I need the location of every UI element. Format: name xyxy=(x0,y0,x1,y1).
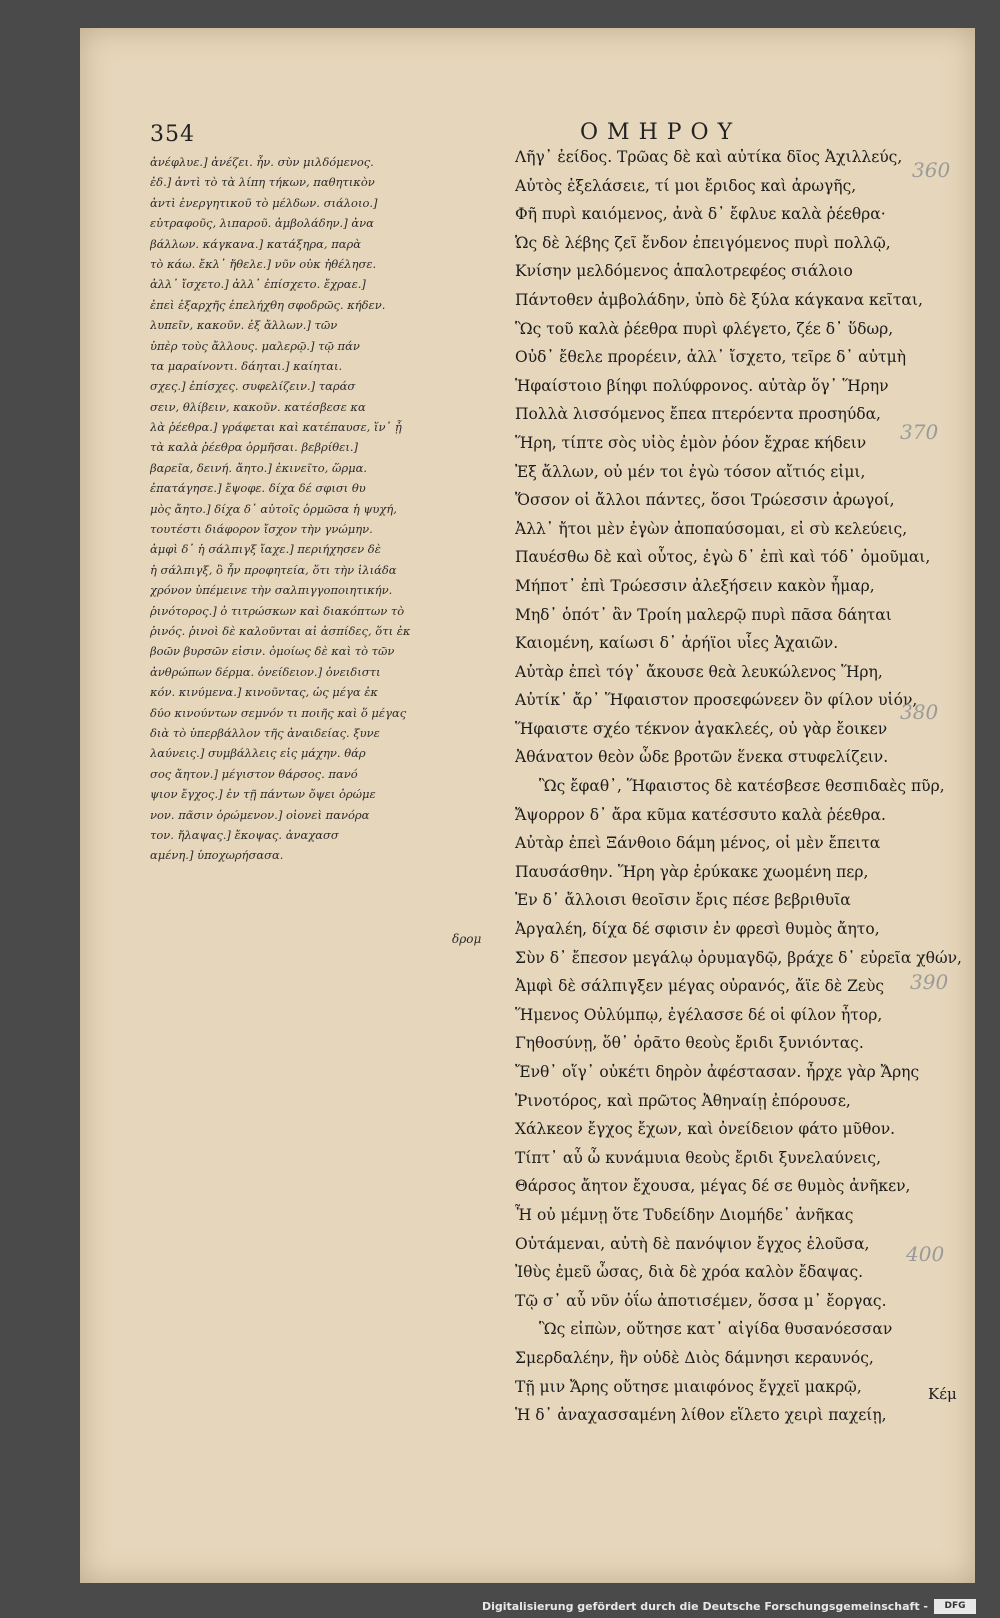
scholia-line: νον. πᾶσιν ὁρώμενον.] οἱονεὶ πανόρα xyxy=(150,807,370,822)
verse-line: Ἡ δ᾽ ἀναχασσαμένη λίθον εἵλετο χειρὶ παχείῃ, xyxy=(515,1406,887,1425)
verse-line: Ἥφαιστε σχέο τέκνον ἀγακλεές, οὐ γὰρ ἔοικεν xyxy=(515,719,888,738)
scholia-line: τον. ἤλαψας.] ἔκοψας. ἀναχασσ xyxy=(150,827,339,842)
verse-column xyxy=(515,143,965,1430)
scholia-line: βοῶν βυρσῶν εἰσιν. ὁμοίως δὲ καὶ τὸ τῶν xyxy=(150,644,395,659)
verse-line: Μηδ᾽ ὁπότ᾽ ἂν Τροίη μαλερῷ πυρὶ πᾶσα δάηται xyxy=(515,605,892,624)
verse-line: Πολλὰ λισσόμενος ἔπεα πτερόεντα προσηύδα, xyxy=(515,405,881,424)
line-number-400: 400 xyxy=(906,1242,945,1266)
verse-line: Ὣς τοῦ καλὰ ῥέεθρα πυρὶ φλέγετο, ζέε δ᾽ ὕδωρ, xyxy=(515,319,894,338)
verse-line: Τῇ μιν Ἄρης οὔτησε μιαιφόνος ἔγχεϊ μακρῷ, xyxy=(515,1377,862,1396)
line-number-360: 360 xyxy=(912,158,951,182)
scholia-line: τα μαραίνοντι. δάηται.] καίηται. xyxy=(150,358,343,373)
scholia-line: ἡ σάλπιγξ, ὃ ἦν προφητεία, ὅτι τὴν ἰλιάδα xyxy=(150,562,397,577)
verse-line: Ἔνθ᾽ οἵγ᾽ οὐκέτι δηρὸν ἀφέστασαν. ἦρχε γὰρ Ἄρης xyxy=(515,1063,920,1081)
scholia-line: λυπεῖν, κακοῦν. ἐξ ἄλλων.] τῶν xyxy=(150,318,338,333)
verse-line: Οὐτάμεναι, αὐτὴ δὲ πανόψιον ἔγχος ἑλοῦσα, xyxy=(515,1234,870,1253)
scholia-line: τὸ κάω. ἔκλ᾽ ἤθελε.] νῦν οὐκ ἠθέλησε. xyxy=(150,256,377,271)
scholia-line: ἀνθρώπων δέρμα. ὀνείδειον.] ὀνειδιστι xyxy=(150,664,381,679)
scholia-line: ἀλλ᾽ ἴσχετο.] ἀλλ᾽ ἐπίσχετο. ἔχραε.] xyxy=(150,277,366,292)
verse-line: Ἀμφὶ δὲ σάλπιγξεν μέγας οὐρανός, ἄϊε δὲ Ζεὺς xyxy=(515,977,885,996)
page-number: 354 xyxy=(150,122,195,147)
scholia-line: ἀνέφλυε.] ἀνέζει. ἦν. σὺν μιλδόμενος. xyxy=(150,155,374,169)
verse-line: Σμερδαλέην, ἣν οὐδὲ Διὸς δάμνησι κεραυνός, xyxy=(515,1348,874,1367)
scholia-line: τὰ καλὰ ῥέεθρα ὁρμῆσαι. βεβρίθει.] xyxy=(150,440,358,455)
scholia-line: βάλλων. κάγκανα.] κατάξηρα, παρὰ xyxy=(150,236,362,251)
scholia-line: βαρεῖα, δεινή. ἄητο.] ἐκινεῖτο, ὥρμα. xyxy=(150,460,367,475)
verse-line: Ὣς ἔφαθ᾽, Ἥφαιστος δὲ κατέσβεσε θεσπιδαὲς πῦρ, xyxy=(539,777,945,796)
scholia-line: αμένη.] ὑποχωρήσασα. xyxy=(150,848,284,863)
verse-line: Ἡφαίστοιο βίηφι πολύφρονος. αὐτὰρ ὅγ᾽ Ἥρην xyxy=(515,376,889,395)
verse-line: Οὐδ᾽ ἔθελε προρέειν, ἀλλ᾽ ἴσχετο, τεῖρε δ᾽ αὐτμὴ xyxy=(515,348,906,367)
scholia-line: εὐτραφοῦς, λιπαροῦ. ἀμβολάδην.] ἀνα xyxy=(150,216,374,231)
verse-line: Παυέσθω δὲ καὶ οὗτος, ἐγὼ δ᾽ ἐπὶ καὶ τόδ᾽ ὀμοῦμαι, xyxy=(515,548,931,567)
verse-line: Καιομένη, καίωσι δ᾽ ἀρήϊοι υἷες Ἀχαιῶν. xyxy=(515,634,839,653)
scholia-line: ὑπὲρ τοὺς ἄλλους. μαλερῷ.] τῷ πάν xyxy=(150,338,360,353)
scholia-line: μὸς ἄητο.] δίχα δ᾽ αὐτοῖς ὁρμῶσα ἡ ψυχή, xyxy=(150,501,397,516)
scholia-line: ῥινότορος.] ὁ τιτρώσκων καὶ διακόπτων τὸ xyxy=(150,603,405,618)
scholia-line: ἐδ.] ἀντὶ τὸ τὰ λίπη τήκων, παθητικὸν xyxy=(150,175,375,190)
verse-line: Ὡς δὲ λέβης ζεῖ ἔνδον ἐπειγόμενος πυρὶ πολλῷ, xyxy=(515,233,891,252)
verse-line: Ἐν δ᾽ ἄλλοισι θεοῖσιν ἔρις πέσε βεβριθυῖα xyxy=(515,891,851,910)
verse-line: Αὐτὰρ ἐπεὶ Ξάνθοιο δάμη μένος, οἱ μὲν ἔπειτα xyxy=(515,834,881,853)
scholia-line: τουτέστι διάφορον ἴσχον τὴν γνώμην. xyxy=(150,522,373,537)
verse-line: Λῆγ᾽ ἐείδος. Τρῶας δὲ καὶ αὐτίκα δῖος Ἀχιλλεύς, xyxy=(515,148,903,166)
verse-line: Σὺν δ᾽ ἔπεσον μεγάλῳ ὀρυμαγδῷ, βράχε δ᾽ εὐρεῖα χθών, xyxy=(515,948,962,967)
verse-line: Αὐτίκ᾽ ἄρ᾽ Ἥφαιστον προσεφώνεεν ὃν φίλον υἱόν, xyxy=(515,691,918,710)
verse-line: Μήποτ᾽ ἐπὶ Τρώεσσιν ἀλεξήσειν κακὸν ἦμαρ, xyxy=(515,576,875,595)
verse-line: Κνίσην μελδόμενος ἁπαλοτρεφέος σιάλοιο xyxy=(515,262,853,281)
verse-line: Χάλκεον ἔγχος ἔχων, καὶ ὀνείδειον φάτο μῦθον. xyxy=(515,1120,896,1139)
verse-line: Ἦ οὐ μέμνῃ ὅτε Τυδείδην Διομήδε᾽ ἀνῆκας xyxy=(515,1205,854,1224)
verse-line: Ἰθὺς ἐμεῦ ὦσας, διὰ δὲ χρόα καλὸν ἔδαψας. xyxy=(515,1263,864,1282)
verse-line: Ἀργαλέη, δίχα δέ σφισιν ἐν φρεσὶ θυμὸς ἄητο, xyxy=(515,920,880,939)
scholia-line: ψιον ἔγχος.] ἐν τῇ πάντων ὄψει ὁρώμε xyxy=(150,787,376,802)
scholia-line: σχες.] ἐπίσχες. συφελίζειν.] ταράσ xyxy=(150,379,356,394)
line-number-380: 380 xyxy=(900,700,939,724)
verse-line: Γηθοσύνῃ, ὅθ᾽ ὁρᾶτο θεοὺς ἔριδι ξυνιόντας. xyxy=(515,1034,864,1053)
line-number-390: 390 xyxy=(910,970,949,994)
verse-line: Ἥρη, τίπτε σὸς υἱὸς ἐμὸν ῥόον ἔχραε κήδειν xyxy=(515,433,867,452)
scholia-line: κόν. κινύμενα.] κινοῦντας, ὡς μέγα ἐκ xyxy=(150,685,378,700)
scholia-line: δύο κινούντων σεμνόν τι ποιῆς καὶ ὅ μέγας xyxy=(150,705,407,720)
scholia-line: ἐπατάγησε.] ἔψοφε. δίχα δέ σφισι θυ xyxy=(150,481,366,496)
scholia-line: χρόνον ὑπέμεινε τὴν σαλπιγγοποιητικήν. xyxy=(150,583,393,598)
scholia-line: σος ἄητον.] μέγιστον θάρσος. πανό xyxy=(150,766,358,781)
verse-line: Ἥμενος Οὐλύμπῳ, ἐγέλασσε δέ οἱ φίλον ἦτορ, xyxy=(515,1005,883,1024)
verse-line: Αὐτὸς ἐξελάσειε, τί μοι ἔριδος καὶ ἀρωγῆς, xyxy=(515,176,857,195)
scholia-column xyxy=(150,152,510,866)
scholia-line: λὰ ῥέεθρα.] γράφεται καὶ κατέπαυσε, ἵν᾽ ᾖ xyxy=(150,420,402,435)
verse-line: Τίπτ᾽ αὖ ὦ κυνάμυια θεοὺς ἔριδι ξυνελαύνεις, xyxy=(515,1148,882,1167)
scholia-line: ἀμφὶ δ᾽ ἡ σάλπιγξ ἴαχε.] περιήχησεν δὲ xyxy=(150,542,381,557)
footer-credit: Digitalisierung gefördert durch die Deutsche Forschungsgemeinschaft - xyxy=(481,1600,928,1613)
scholia-line: σειν, θλίβειν, κακοῦν. κατέσβεσε κα xyxy=(150,399,366,414)
verse-line: Ἐξ ἄλλων, οὐ μέν τοι ἐγὼ τόσον αἴτιός εἰμι, xyxy=(515,462,866,481)
dfg-logo: DFG xyxy=(934,1599,976,1614)
scholia-line: ἀντὶ ἐνεργητικοῦ τὸ μέλδων. σιάλοιο.] xyxy=(150,195,378,210)
catchword-right: Κέμ xyxy=(928,1385,957,1403)
verse-line: Ὅσσον οἱ ἄλλοι πάντες, ὅσοι Τρώεσσιν ἀρωγοί, xyxy=(515,491,895,510)
running-title: ΟΜΗΡΟΥ xyxy=(580,120,742,145)
verse-line: Αὐτὰρ ἐπεὶ τόγ᾽ ἄκουσε θεὰ λευκώλενος Ἥρη, xyxy=(515,662,883,681)
scholia-line: ἐπεὶ ἐξαρχῆς ἐπελήχθη σφοδρῶς. κήδεν. xyxy=(150,297,386,312)
line-number-370: 370 xyxy=(900,420,939,444)
verse-line: Ἀθάνατον θεὸν ὧδε βροτῶν ἕνεκα στυφελίζειν. xyxy=(515,748,889,767)
verse-line: Παυσάσθην. Ἥρη γὰρ ἐρύκακε χωομένη περ, xyxy=(515,862,869,881)
catchword-left: δρομ xyxy=(452,932,482,946)
verse-line: Ὣς εἰπὼν, οὔτησε κατ᾽ αἰγίδα θυσανόεσσαν xyxy=(539,1320,893,1339)
scholia-line: ῥινός. ῥινοὶ δὲ καλοῦνται αἱ ἀσπίδες, ὅτι ἐκ xyxy=(150,623,411,638)
scholia-line: διὰ τὸ ὑπερβάλλον τῆς ἀναιδείας. ξυνε xyxy=(150,725,380,740)
verse-line: Ῥινοτόρος, καὶ πρῶτος Ἀθηναίῃ ἐπόρουσε, xyxy=(515,1091,851,1110)
verse-line: Ἄψορρον δ᾽ ἄρα κῦμα κατέσσυτο καλὰ ῥέεθρα. xyxy=(515,805,886,824)
scholia-line: λαύνεις.] συμβάλλεις εἰς μάχην. θάρ xyxy=(150,746,366,761)
verse-line: Φῆ πυρὶ καιόμενος, ἀνὰ δ᾽ ἔφλυε καλὰ ῥέεθρα· xyxy=(515,205,886,224)
verse-line: Ἀλλ᾽ ἤτοι μὲν ἐγὼν ἀποπαύσομαι, εἰ σὺ κελεύεις, xyxy=(515,519,908,538)
verse-line: Τῷ σ᾽ αὖ νῦν ὀΐω ἀποτισέμεν, ὅσσα μ᾽ ἔοργας. xyxy=(515,1291,887,1310)
verse-line: Πάντοθεν ἀμβολάδην, ὑπὸ δὲ ξύλα κάγκανα κεῖται, xyxy=(515,290,923,309)
verse-line: Θάρσος ἄητον ἔχουσα, μέγας δέ σε θυμὸς ἀνῆκεν, xyxy=(515,1177,911,1196)
